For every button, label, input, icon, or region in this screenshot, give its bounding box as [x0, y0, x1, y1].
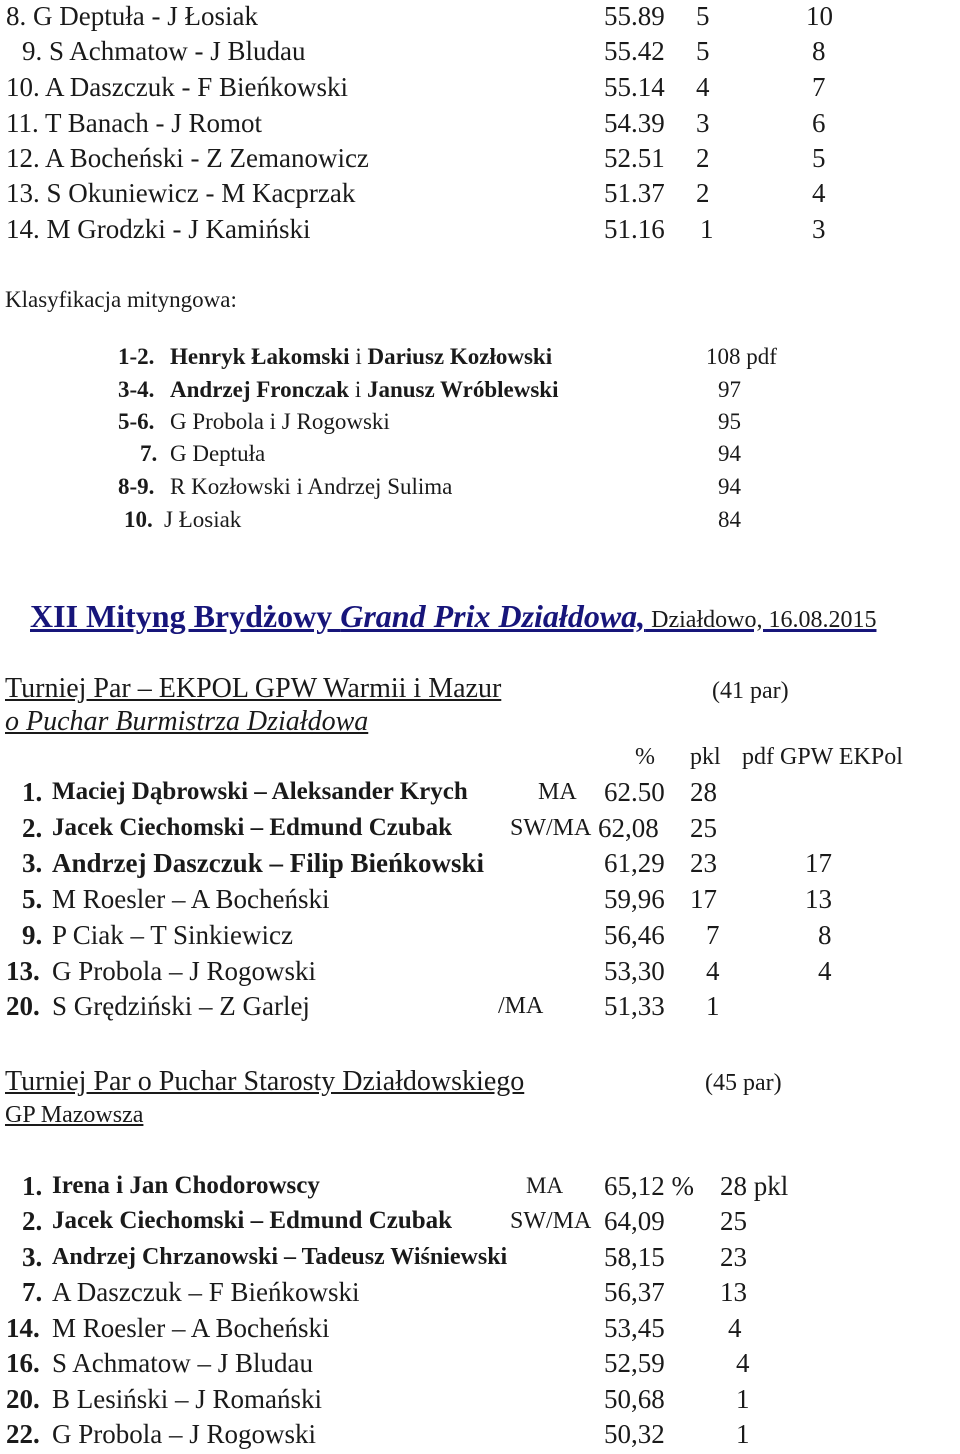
- t1-rank: 5.: [22, 884, 43, 914]
- t2-pkl: 25: [720, 1206, 747, 1236]
- meeting-name: Andrzej Fronczak i Janusz Wróblewski: [170, 377, 559, 402]
- t1-pdf: 17: [805, 848, 832, 878]
- t2-name: Irena i Jan Chodorowscy: [52, 1172, 320, 1199]
- t1-pct: 53,30: [604, 956, 665, 986]
- t2-rank: 22.: [6, 1419, 40, 1449]
- result-b: 10: [806, 1, 833, 31]
- result-pct: 55.42: [604, 36, 665, 66]
- result-b: 6: [812, 108, 826, 138]
- t2-pct: 64,09: [604, 1206, 665, 1236]
- result-a: 2: [696, 143, 710, 173]
- meeting-rank: 8-9.: [118, 474, 155, 499]
- t2-name: A Daszczuk – F Bieńkowski: [52, 1277, 360, 1307]
- t2-pct: 65,12 %: [604, 1171, 694, 1201]
- t2-pkl: 4: [736, 1348, 750, 1378]
- meeting-rank: 1-2.: [118, 344, 155, 369]
- t1-pkl: 25: [690, 813, 717, 843]
- result-pct: 54.39: [604, 108, 665, 138]
- t2-rank: 14.: [6, 1313, 40, 1343]
- result-name: 8. G Deptuła - J Łosiak: [6, 1, 258, 31]
- t1-name: P Ciak – T Sinkiewicz: [52, 920, 293, 950]
- t1-pkl: 28: [690, 777, 717, 807]
- t1-rank: 13.: [6, 956, 40, 986]
- t1-name: Andrzej Daszczuk – Filip Bieńkowski: [52, 848, 485, 878]
- tournament-1-pairs: (41 par): [712, 678, 789, 704]
- meeting-score: 94: [718, 474, 741, 499]
- result-b: 5: [812, 143, 826, 173]
- meeting-rank: 10.: [124, 507, 153, 532]
- t2-rank: 20.: [6, 1384, 40, 1414]
- t1-pct: 59,96: [604, 884, 665, 914]
- t2-pkl: 1: [736, 1419, 750, 1449]
- t2-pct: 52,59: [604, 1348, 665, 1378]
- t1-pkl: 4: [706, 956, 720, 986]
- t1-name: Maciej Dąbrowski – Aleksander Krych: [52, 778, 468, 805]
- meeting-name: G Deptuła: [170, 441, 266, 466]
- t1-pct: 62.50: [604, 777, 665, 807]
- meeting-score: 95: [718, 409, 741, 434]
- result-b: 4: [812, 178, 826, 208]
- header-rest: pdf GPW EKPol: [742, 744, 903, 770]
- result-a: 5: [696, 1, 710, 31]
- t1-pct: 56,46: [604, 920, 665, 950]
- t1-pdf: 4: [818, 956, 832, 986]
- t1-rank: 20.: [6, 991, 40, 1021]
- result-name: 14. M Grodzki - J Kamiński: [6, 214, 311, 244]
- header-pct: %: [635, 744, 655, 770]
- t1-name: S Grędziński – Z Garlej: [52, 991, 310, 1021]
- t2-pkl: 1: [736, 1384, 750, 1414]
- t1-pct: 51,33: [604, 991, 665, 1021]
- t2-rank: 2.: [22, 1206, 43, 1236]
- t2-tag: MA: [526, 1173, 564, 1198]
- t1-pkl: 23: [690, 848, 717, 878]
- result-b: 8: [812, 36, 826, 66]
- meeting-score: 108 pdf: [706, 344, 777, 369]
- t2-rank: 7.: [22, 1277, 43, 1307]
- t2-pkl: 28 pkl: [720, 1171, 789, 1201]
- meeting-score: 94: [718, 441, 741, 466]
- t2-pkl: 4: [728, 1313, 742, 1343]
- tournament-2-pairs: (45 par): [705, 1070, 782, 1096]
- meeting-rank: 3-4.: [118, 377, 155, 402]
- result-b: 3: [812, 214, 826, 244]
- result-pct: 51.37: [604, 178, 665, 208]
- t2-name: M Roesler – A Bocheński: [52, 1313, 330, 1343]
- t1-rank: 9.: [22, 920, 43, 950]
- t2-name: B Lesiński – J Romański: [52, 1384, 323, 1414]
- result-name: 12. A Bocheński - Z Zemanowicz: [6, 143, 369, 173]
- t1-rank: 2.: [22, 813, 43, 843]
- t1-tag: MA: [538, 779, 577, 805]
- result-name: 9. S Achmatow - J Bludau: [22, 36, 306, 66]
- event-title: [30, 598, 876, 638]
- meeting-name: G Probola i J Rogowski: [170, 409, 390, 434]
- result-pct: 51.16: [604, 214, 665, 244]
- event-title-main: XII Mityng Brydżowy: [30, 598, 341, 634]
- result-a: 5: [696, 36, 710, 66]
- result-name: 11. T Banach - J Romot: [6, 108, 262, 138]
- t2-rank: 3.: [22, 1242, 43, 1272]
- result-a: 4: [696, 72, 710, 102]
- result-b: 7: [812, 72, 826, 102]
- meeting-rank: 7.: [140, 441, 158, 466]
- result-name: 13. S Okuniewicz - M Kacprzak: [6, 178, 356, 208]
- t2-name: S Achmatow – J Bludau: [52, 1348, 313, 1378]
- t1-name: M Roesler – A Bocheński: [52, 884, 330, 914]
- t1-pdf: 13: [805, 884, 832, 914]
- t1-pdf: 8: [818, 920, 832, 950]
- t1-pkl: 17: [690, 884, 717, 914]
- result-pct: 55.89: [604, 1, 665, 31]
- t1-tag: SW/MA: [510, 815, 592, 841]
- t2-pct: 50,32: [604, 1419, 665, 1449]
- tournament-1-subtitle: o Puchar Burmistrza Działdowa: [5, 706, 369, 737]
- t2-pct: 58,15: [604, 1242, 665, 1272]
- meeting-name: R Kozłowski i Andrzej Sulima: [170, 474, 453, 499]
- event-title-grand-prix: Grand Prix Działdowa,: [340, 598, 646, 634]
- t2-rank: 1.: [22, 1171, 43, 1201]
- t2-rank: 16.: [6, 1348, 40, 1378]
- event-title-place-date: Działdowo, 16.08.2015: [645, 607, 877, 633]
- tournament-2-subtitle: GP Mazowsza: [5, 1102, 144, 1128]
- t1-rank: 1.: [22, 777, 43, 807]
- header-pkl: pkl: [690, 744, 721, 770]
- meeting-name: J Łosiak: [164, 507, 242, 532]
- t1-pkl: 1: [706, 991, 720, 1021]
- meeting-name: Henryk Łakomski i Dariusz Kozłowski: [170, 344, 553, 369]
- result-pct: 55.14: [604, 72, 665, 102]
- result-a: 3: [696, 108, 710, 138]
- t2-pct: 56,37: [604, 1277, 665, 1307]
- t1-pkl: 7: [706, 920, 720, 950]
- t2-tag: SW/MA: [510, 1208, 592, 1234]
- t1-pct: 61,29: [604, 848, 665, 878]
- result-name: 10. A Daszczuk - F Bieńkowski: [6, 72, 348, 102]
- t2-name: G Probola – J Rogowski: [52, 1419, 317, 1449]
- t1-name: Jacek Ciechomski – Edmund Czubak: [52, 814, 453, 841]
- result-a: 1: [700, 214, 714, 244]
- result-pct: 52.51: [604, 143, 665, 173]
- tournament-1-title: Turniej Par – EKPOL GPW Warmii i Mazur: [5, 673, 502, 704]
- t1-tag: /MA: [498, 993, 544, 1019]
- t1-name: G Probola – J Rogowski: [52, 956, 317, 986]
- t2-pkl: 13: [720, 1277, 747, 1307]
- t2-name: Andrzej Chrzanowski – Tadeusz Wiśniewski: [52, 1244, 508, 1270]
- t1-pct: 62,08: [598, 813, 659, 843]
- meeting-label: Klasyfikacja mityngowa:: [5, 287, 237, 312]
- t2-name: Jacek Ciechomski – Edmund Czubak: [52, 1207, 453, 1234]
- t2-pct: 50,68: [604, 1384, 665, 1414]
- result-a: 2: [696, 178, 710, 208]
- meeting-score: 97: [718, 377, 741, 402]
- meeting-rank: 5-6.: [118, 409, 155, 434]
- t1-rank: 3.: [22, 848, 43, 878]
- tournament-2-title: Turniej Par o Puchar Starosty Działdowskiego: [5, 1066, 525, 1097]
- t2-pct: 53,45: [604, 1313, 665, 1343]
- t2-pkl: 23: [720, 1242, 747, 1272]
- meeting-score: 84: [718, 507, 741, 532]
